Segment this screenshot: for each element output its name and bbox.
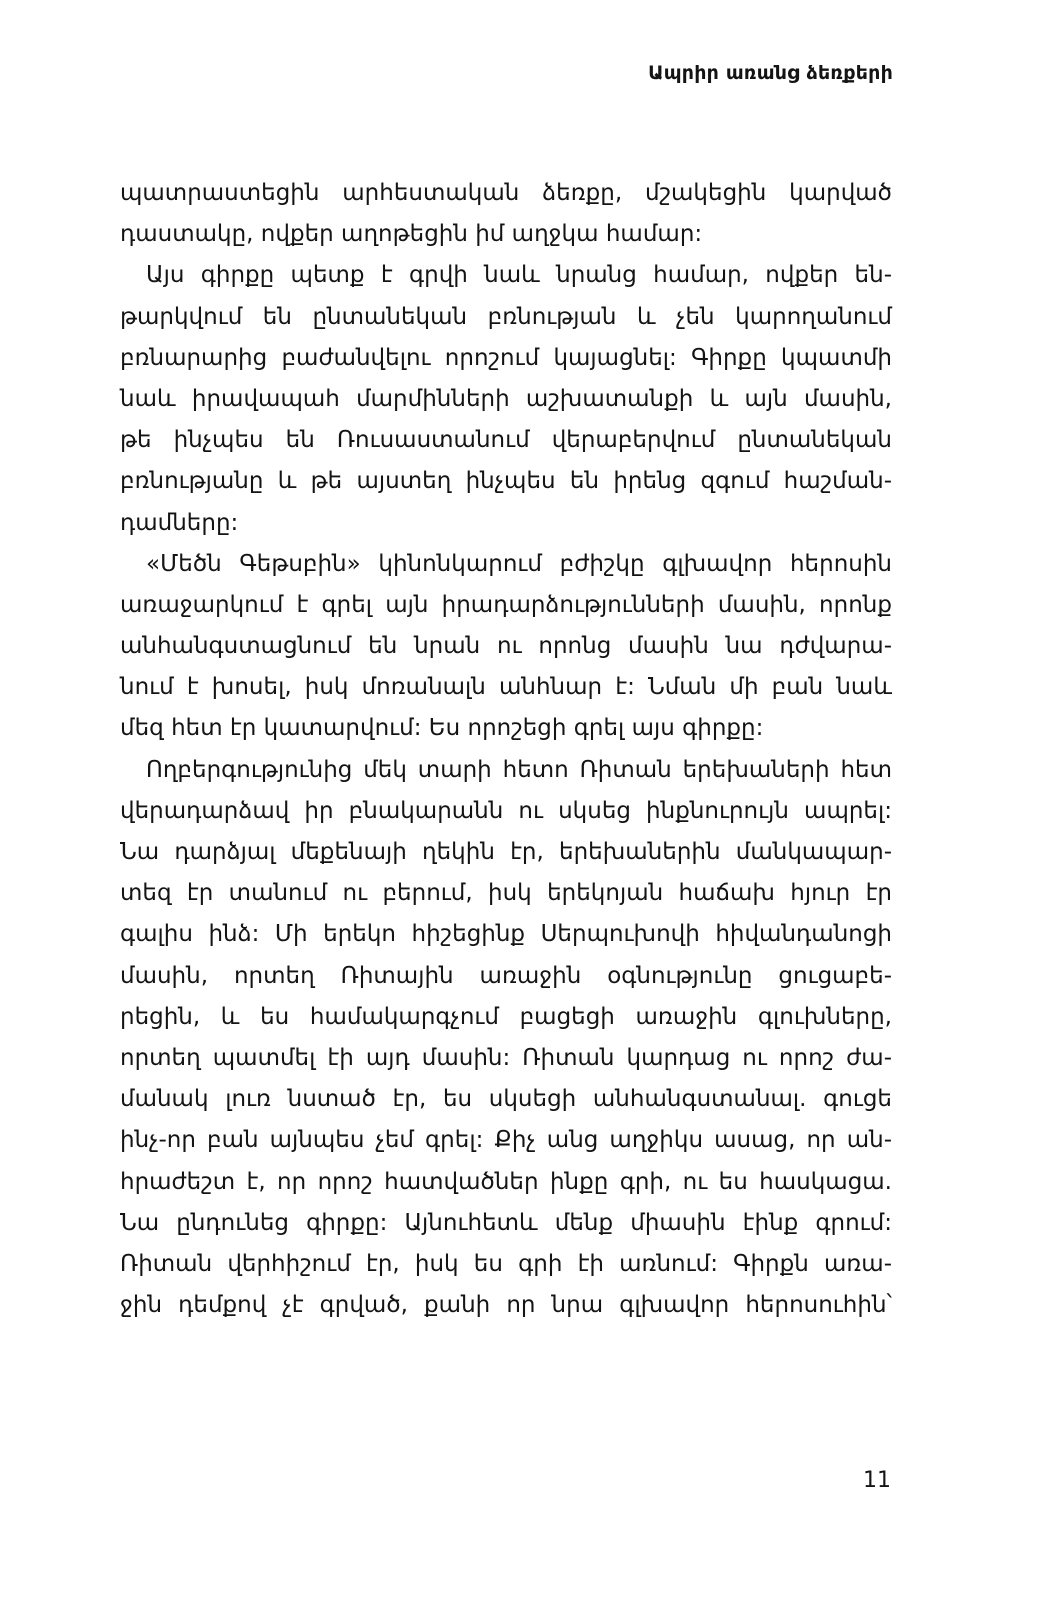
text-line: ինչ-որ բան այնպես չեմ գրել: Քիչ անց աղջիկս ասաց, որ ան- xyxy=(120,1127,892,1154)
text-line: նում է խոսել, իսկ մոռանալն անհնար է: Նման մի բան նաև xyxy=(120,674,892,701)
text-line: գալիս ինձ: Մի երեկո հիշեցինք Սերպուխովի հիվանդանոցի xyxy=(120,921,892,948)
text-line: որտեղ պատմել էի այդ մասին: Ռիտան կարդաց ու որոշ ժա- xyxy=(120,1044,892,1071)
text-line: առաջարկում է գրել այն իրադարձությունների մասին, որոնք xyxy=(120,591,892,618)
text-line: թարկվում են ընտանեկան բռնության և չեն կարողանում xyxy=(120,303,892,330)
text-line: թե ինչպես են Ռուսաստանում վերաբերվում ընտանեկան xyxy=(120,427,892,454)
text-line: հրաժեշտ է, որ որոշ հատվածներ ինքը գրի, ու ես հասկացա. xyxy=(120,1168,892,1195)
text-line: Նա ընդունեց գիրքը: Այնուհետև մենք միասին էինք գրում: xyxy=(120,1209,892,1236)
text-line: Ողբերգությունից մեկ տարի հետո Ռիտան երեխաների հետ xyxy=(146,756,892,783)
text-line: դամները: xyxy=(120,509,239,536)
text-line: բռնարարից բաժանվելու որոշում կայացնել: Գիրքը կպատմի xyxy=(120,344,892,371)
text-line: բռնությանը և թե այստեղ ինչպես են իրենց զգում հաշման- xyxy=(120,468,892,495)
page-body-text xyxy=(120,173,892,1326)
text-line: Ռիտան վերհիշում էր, իսկ ես գրի էի առնում: Գիրքն առա- xyxy=(120,1250,892,1277)
text-line: տեզ էր տանում ու բերում, իսկ երեկոյան հաճախ հյուր էր xyxy=(120,880,892,907)
text-line: մեզ հետ էր կատարվում: Ես որոշեցի գրել այս գիրքը: xyxy=(120,715,764,742)
text-line: ջին դեմքով չէ գրված, քանի որ նրա գլխավոր հերոսուհին՝ xyxy=(120,1292,892,1319)
text-line: վերադարձավ իր բնակարանն ու սկսեց ինքնուրույն ապրել: xyxy=(120,797,892,824)
text-line: «Մեծն Գեթսբին» կինոնկարում բժիշկը գլխավոր հերոսին xyxy=(146,550,892,577)
text-line: մասին, որտեղ Ռիտային առաջին օգնությունը ցուցաբե- xyxy=(120,962,892,989)
text-line: Նա դարձյալ մեքենայի ղեկին էր, երեխաներին մանկապար- xyxy=(120,839,892,865)
running-header-title: Ապրիր առանց ձեռքերի xyxy=(648,62,893,84)
text-line: դաստակը, ովքեր աղոթեցին իմ աղջկա համար: xyxy=(120,221,703,248)
text-line: պատրաստեցին արհեստական ձեռքը, մշակեցին կարված xyxy=(120,180,892,206)
text-line: մանակ լուռ նստած էր, ես սկսեցի անհանգստանալ. գուցե xyxy=(120,1086,892,1113)
text-line: անհանգստացնում են նրան ու որոնց մասին նա դժվարա- xyxy=(120,633,892,660)
page-number: 11 xyxy=(863,1468,891,1493)
text-line: րեցին, և ես համակարգչում բացեցի առաջին գլուխները, xyxy=(120,1003,892,1030)
text-line: Այս գիրքը պետք է գրվի նաև նրանց համար, ովքեր են- xyxy=(146,262,892,289)
text-line: նաև իրավապահ մարմինների աշխատանքի և այն մասին, xyxy=(120,385,892,412)
